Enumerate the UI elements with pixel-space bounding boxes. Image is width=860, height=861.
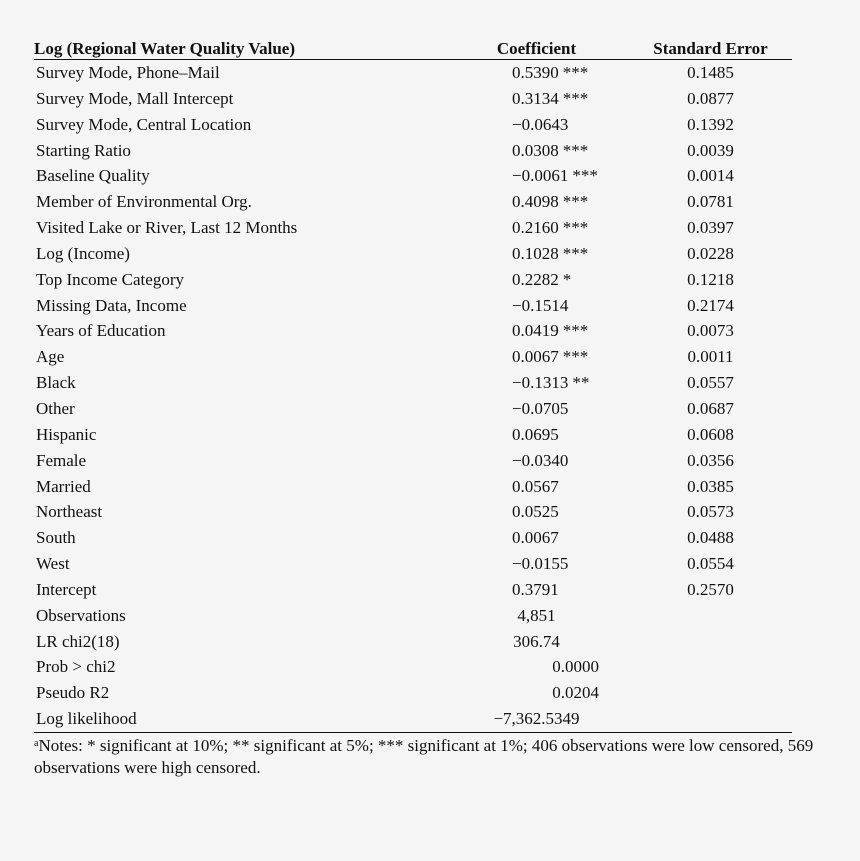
- coefficient-cell: [444, 86, 629, 112]
- standard-error-value: 0.0608: [687, 424, 734, 444]
- variable-label: Married: [36, 476, 91, 496]
- standard-error-value: 0.0228: [687, 243, 734, 263]
- stat-value: 4,851: [517, 605, 556, 625]
- coefficient-value: 0.1028: [512, 243, 559, 263]
- standard-error-value: 0.0488: [687, 528, 734, 548]
- significance-stars: ***: [562, 218, 589, 238]
- coefficient-cell: [444, 525, 629, 551]
- table-body: [34, 60, 792, 733]
- significance-stars: ***: [562, 347, 589, 367]
- table-row: [34, 474, 792, 500]
- coefficient-cell: [444, 474, 629, 500]
- coefficient-value: 0.0067: [512, 347, 559, 367]
- variable-label: Starting Ratio: [36, 140, 131, 160]
- stat-empty-cell: [629, 603, 792, 629]
- variable-label: Member of Environmental Org.: [36, 192, 252, 212]
- variable-label: Visited Lake or River, Last 12 Months: [36, 218, 298, 238]
- coefficient-cell: [444, 577, 629, 603]
- coefficient-value: −0.1514: [512, 295, 569, 315]
- coefficient-value: 0.4098: [512, 192, 559, 212]
- stat-empty-cell: [629, 680, 792, 706]
- standard-error-value: 0.0011: [687, 347, 734, 367]
- coefficient-cell: [444, 112, 629, 138]
- variable-label: Survey Mode, Mall Intercept: [36, 88, 234, 108]
- table-row: [34, 215, 792, 241]
- stat-row: [34, 680, 792, 706]
- stat-empty-cell: [629, 654, 792, 680]
- table-row: [34, 577, 792, 603]
- coefficient-cell: [444, 370, 629, 396]
- coefficient-cell: [444, 551, 629, 577]
- table-row: [34, 189, 792, 215]
- stat-label: Pseudo R2: [36, 683, 110, 703]
- table-row: [34, 499, 792, 525]
- variable-label: Survey Mode, Phone–Mail: [36, 63, 220, 82]
- stat-value: 0.0000: [552, 657, 599, 677]
- coefficient-value: 0.0419: [512, 321, 559, 341]
- standard-error-value: 0.0554: [687, 554, 734, 574]
- coefficient-cell: [444, 318, 629, 344]
- significance-stars: ***: [562, 63, 589, 82]
- coefficient-cell: [444, 396, 629, 422]
- coefficient-cell: [444, 448, 629, 474]
- header-standard-error: Standard Error: [629, 34, 792, 60]
- significance-stars: ***: [562, 140, 589, 160]
- stat-empty-cell: [629, 706, 792, 732]
- table-row: [34, 293, 792, 319]
- stat-label: LR chi2(18): [36, 631, 120, 651]
- coefficient-cell: [444, 499, 629, 525]
- coefficient-value: 0.3134: [512, 88, 559, 108]
- table-row: [34, 448, 792, 474]
- standard-error-value: 0.0877: [687, 88, 734, 108]
- notes-text: Notes: * significant at 10%; ** significant at 5%; *** significant at 1%; 406 observations were low censored, 569 observations were high censored.: [34, 735, 814, 777]
- stat-label: Prob > chi2: [36, 657, 116, 677]
- header-dependent-variable: Log (Regional Water Quality Value): [34, 34, 444, 60]
- variable-label: Survey Mode, Central Location: [36, 114, 252, 134]
- standard-error-value: 0.2174: [687, 295, 734, 315]
- coefficient-cell: [444, 241, 629, 267]
- variable-label: Hispanic: [36, 424, 97, 444]
- coefficient-value: 0.5390: [512, 63, 559, 82]
- standard-error-value: 0.0397: [687, 218, 734, 238]
- coefficient-value: 0.0067: [512, 528, 559, 548]
- standard-error-value: 0.2570: [687, 579, 734, 599]
- coefficient-value: −0.0705: [512, 398, 569, 418]
- coefficient-value: 0.2282: [512, 269, 559, 289]
- standard-error-value: 0.1218: [687, 269, 734, 289]
- variable-label: Intercept: [36, 579, 97, 599]
- stat-label: Observations: [36, 605, 126, 625]
- stat-value: −7,362.5349: [444, 706, 629, 732]
- coefficient-value: −0.0643: [512, 114, 569, 134]
- significance-stars: ***: [562, 192, 589, 212]
- coefficient-value: −0.1313: [512, 373, 569, 393]
- table-row: [34, 525, 792, 551]
- coefficient-cell: [444, 422, 629, 448]
- coefficient-value: 0.0567: [512, 476, 559, 496]
- table-row: [34, 422, 792, 448]
- variable-label: Years of Education: [36, 321, 166, 341]
- standard-error-value: 0.0073: [687, 321, 734, 341]
- table-row: [34, 551, 792, 577]
- standard-error-value: 0.0687: [687, 398, 734, 418]
- coefficient-cell: [444, 267, 629, 293]
- table-row: [34, 163, 792, 189]
- coefficient-cell: [444, 138, 629, 164]
- standard-error-value: 0.0557: [687, 373, 734, 393]
- coefficient-cell: [444, 163, 629, 189]
- stat-row: [34, 706, 792, 732]
- variable-label: Black: [36, 373, 76, 393]
- coefficient-value: 0.0695: [512, 424, 559, 444]
- variable-label: Age: [36, 347, 65, 367]
- stat-row: [34, 603, 792, 629]
- variable-label: Log (Income): [36, 243, 130, 263]
- stat-value: 0.0204: [552, 683, 599, 703]
- table-header-row: [34, 34, 792, 60]
- standard-error-value: 0.1485: [687, 63, 734, 82]
- standard-error-value: 0.0014: [687, 166, 734, 186]
- table-row: [34, 318, 792, 344]
- variable-label: West: [36, 554, 70, 574]
- table-row: [34, 86, 792, 112]
- stat-value: 306.74: [513, 631, 560, 651]
- standard-error-value: 0.0356: [687, 450, 734, 470]
- coefficient-cell: [444, 293, 629, 319]
- significance-stars: *: [562, 269, 572, 289]
- standard-error-value: 0.0781: [687, 192, 734, 212]
- regression-table-page: [34, 34, 834, 779]
- notes-marker: a: [34, 737, 39, 749]
- table-row: [34, 396, 792, 422]
- stat-row: [34, 654, 792, 680]
- table-row: [34, 241, 792, 267]
- stat-row: [34, 629, 792, 655]
- standard-error-value: 0.0039: [687, 140, 734, 160]
- significance-stars: ***: [572, 166, 598, 186]
- variable-label: Missing Data, Income: [36, 295, 187, 315]
- standard-error-value: 0.0573: [687, 502, 734, 522]
- table-row: [34, 344, 792, 370]
- coefficient-value: 0.2160: [512, 218, 559, 238]
- significance-stars: ***: [562, 88, 589, 108]
- stat-empty-cell: [629, 629, 792, 655]
- regression-table: [34, 34, 792, 733]
- table-row: [34, 370, 792, 396]
- variable-label: Other: [36, 398, 75, 418]
- coefficient-value: 0.0308: [512, 140, 559, 160]
- coefficient-value: 0.3791: [512, 579, 559, 599]
- variable-label: Female: [36, 450, 87, 470]
- table-row: [34, 60, 792, 86]
- coefficient-cell: [444, 215, 629, 241]
- stat-label: Log likelihood: [34, 706, 444, 732]
- coefficient-value: −0.0155: [512, 554, 569, 574]
- significance-stars: ***: [562, 321, 589, 341]
- table-notes: [34, 735, 834, 779]
- standard-error-value: 0.0385: [687, 476, 734, 496]
- coefficient-cell: [444, 60, 629, 86]
- coefficient-cell: [444, 344, 629, 370]
- variable-label: Baseline Quality: [36, 166, 150, 186]
- variable-label: Northeast: [36, 502, 103, 522]
- variable-label: Top Income Category: [36, 269, 184, 289]
- table-row: [34, 138, 792, 164]
- table-row: [34, 267, 792, 293]
- coefficient-value: −0.0061: [512, 166, 569, 186]
- coefficient-cell: [444, 189, 629, 215]
- coefficient-value: 0.0525: [512, 502, 559, 522]
- standard-error-value: 0.1392: [687, 114, 734, 134]
- variable-label: South: [36, 528, 76, 548]
- significance-stars: ***: [562, 243, 589, 263]
- table-row: [34, 112, 792, 138]
- header-coefficient: Coefficient: [444, 34, 629, 60]
- coefficient-value: −0.0340: [512, 450, 569, 470]
- significance-stars: **: [572, 373, 590, 393]
